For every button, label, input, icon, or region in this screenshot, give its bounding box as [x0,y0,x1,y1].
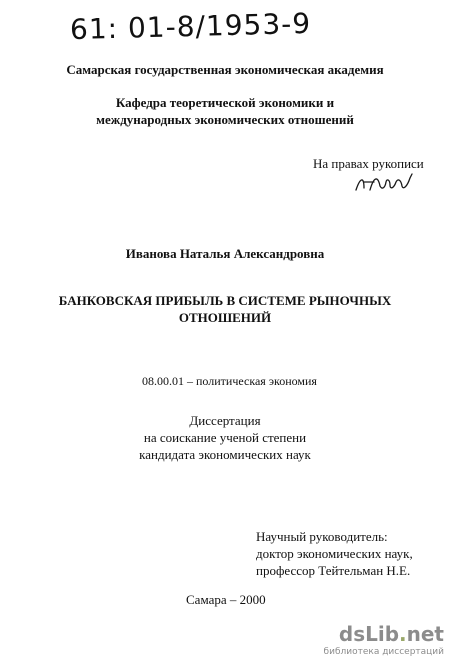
supervisor-block [256,528,413,579]
rights-notice: На правах рукописи [313,156,424,171]
watermark-tagline: библиотека диссертаций [323,647,444,657]
watermark-site-part-b: net [406,622,444,646]
archive-code-handwritten: 61: 01-8/1953-9 [69,6,312,47]
dissertation-type-block [0,412,450,463]
department-line-2: международных экономических отношений [96,112,354,127]
department-block [0,94,450,128]
title-line-1: БАНКОВСКАЯ ПРИБЫЛЬ В СИСТЕМЕ РЫНОЧНЫХ [58,293,392,308]
specialty-code: 08.00.01 – политическая экономия [142,374,317,388]
signature-image [352,170,416,196]
dslib-watermark [323,622,444,663]
dissertation-line-2: на соискание ученой степени [143,430,307,445]
dissertation-line-1: Диссертация [189,413,261,428]
author-name: Иванова Наталья Александровна [125,246,325,261]
watermark-site-name [339,623,444,645]
institution-name: Самарская государственная экономическая академия [66,62,384,77]
supervisor-line-1: Научный руководитель: [256,529,388,544]
dissertation-line-3: кандидата экономических наук [139,447,311,462]
department-line-1: Кафедра теоретической экономики и [115,95,335,110]
supervisor-line-3: профессор Тейтельман Н.Е. [256,563,411,578]
title-line-2: ОТНОШЕНИЙ [178,310,272,325]
watermark-dot: . [399,622,407,646]
dissertation-title [0,292,450,326]
city-year: Самара – 2000 [186,592,266,607]
supervisor-line-2: доктор экономических наук, [256,546,413,561]
watermark-site-part-a: dsLib [338,622,400,646]
